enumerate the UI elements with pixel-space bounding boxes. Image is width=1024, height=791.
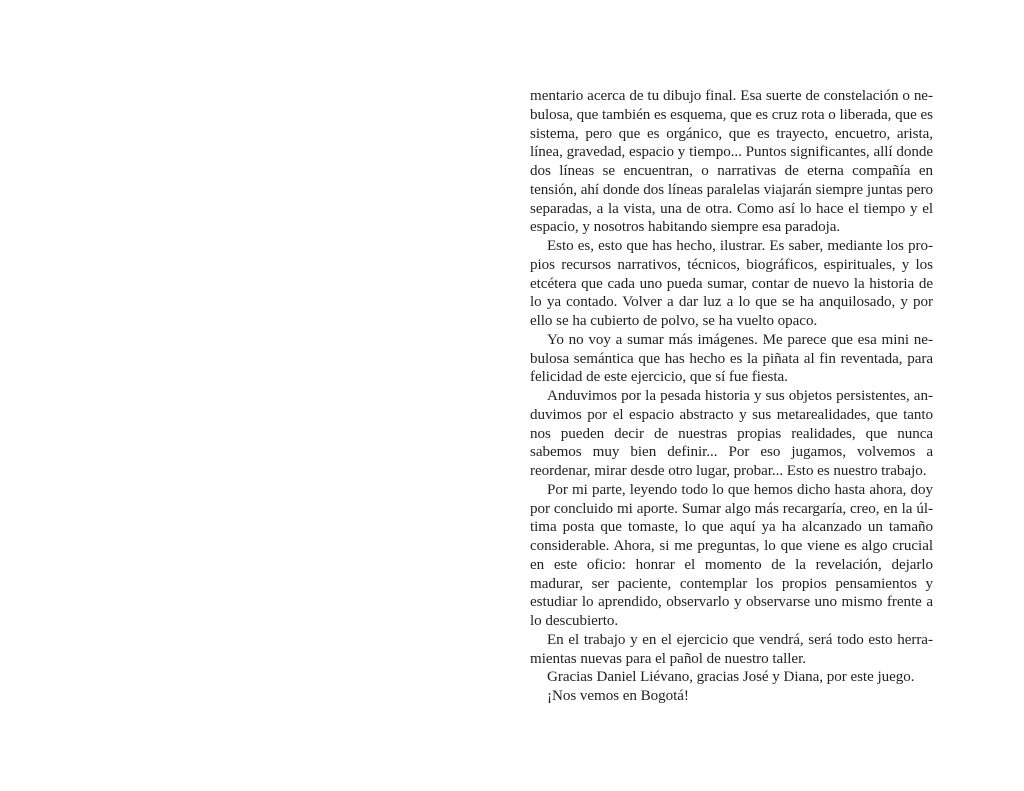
paragraph: Anduvimos por la pesada historia y sus objetos persistentes, anduvimos por el espacio abstracto y sus metarealidades, que tanto nos pueden decir de nuestras propias realidades, que nunca sabemos muy bien definir... Por eso jugamos, volvemos a reordenar, mirar desde otro lugar, probar... Esto es nuestro trabajo. — [530, 388, 933, 479]
paragraph: Por mi parte, leyendo todo lo que hemos dicho hasta ahora, doy por concluido mi aporte. Sumar algo más recargaría, creo, en la última posta que tomaste, lo que aquí ya ha alcanzado un tamaño considerable. Ahora, si me preguntas, lo que viene es algo crucial en este oficio: honrar el momento de la revelación, dejarlo madurar, ser paciente, contemplar los propios pensamientos y estudiar lo aprendido, observarlo y observarse uno mismo frente a lo descubierto. — [530, 481, 933, 629]
right-page — [512, 0, 1024, 791]
paragraph-continued: mentario acerca de tu dibujo final. Esa suerte de constelación o nebulosa, que también es esquema, que es cruz rota o liberada, que es sistema, pero que es orgánico, que es trayecto, encuetro, arista, línea, gravedad, espacio y tiempo... Puntos significantes, allí donde dos líneas se encuentran, o narrativas de eterna compañía en tensión, ahí donde dos líneas paralelas viajarán siempre juntas pero separadas, a la vista, una de otra. Como así lo hace el tiempo y el espacio, y nosotros habitando siempre esa paradoja. — [530, 88, 933, 236]
body-text — [530, 87, 933, 706]
paragraph: Yo no voy a sumar más imágenes. Me parece que esa mini nebulosa semántica que has hecho es la piñata al fin reventada, para felicidad de este ejercicio, que sí fue fiesta. — [530, 331, 933, 386]
paragraph: Esto es, esto que has hecho, ilustrar. Es saber, mediante los propios recursos narrativos, técnicos, biográficos, espirituales, y los etcétera que cada uno pueda sumar, contar de nuevo la historia de lo ya contado. Volver a dar luz a lo que se ha anquilosado, y por ello se ha cubierto de polvo, se ha vuelto opaco. — [530, 238, 933, 329]
paragraph: En el trabajo y en el ejercicio que vendrá, será todo esto herramientas nuevas para el pañol de nuestro taller. — [530, 631, 933, 667]
paragraph: Gracias Daniel Liévano, gracias José y Diana, por este juego. — [547, 669, 915, 686]
paragraph: ¡Nos vemos en Bogotá! — [547, 688, 689, 704]
